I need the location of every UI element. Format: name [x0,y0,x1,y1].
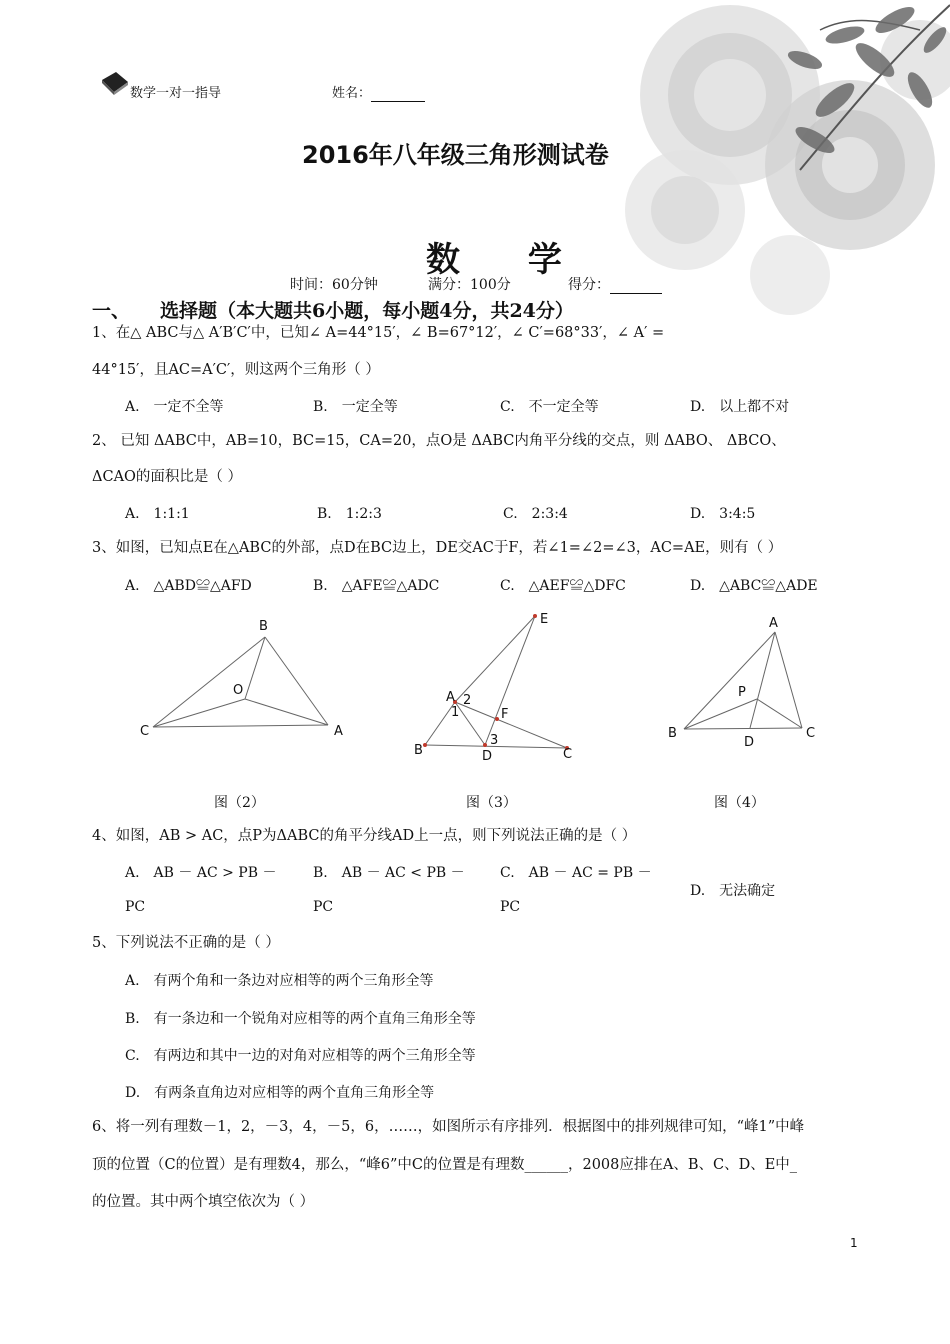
q3-option-d: D. △ABC≌△ADE [690,578,818,594]
q4-line1: 4、如图，AB > AC，点P为ΔABC的角平分线AD上一点，则下列说法正确的是（ ） [92,828,637,844]
fig3-label-c: C [563,747,573,762]
score-blank [610,277,662,294]
q1-option-c: C. 不一定全等 [500,399,599,415]
q3-option-b: B. △AFE≌△ADC [313,578,440,594]
name-field [332,82,425,102]
book-icon [100,70,130,96]
score-field [568,274,662,294]
q4-option-d: D. 无法确定 [690,883,776,899]
fig3-label-d: D [482,749,493,764]
q2-line2: ΔCAO的面积比是（ ） [92,469,243,485]
name-blank [371,86,425,102]
q4-option-b-cont: PC [313,899,334,915]
q6-line2: 顶的位置（C的位置）是有理数4，那么，“峰6”中C的位置是有理数______，2008应排在A、B、C、D、E中_ [92,1157,798,1173]
q4-option-a: A. AB － AC > PB － [125,865,277,881]
fig2-label-b: B [259,619,268,634]
fig3-label-a: A [446,690,455,705]
q2-option-a: A. 1:1:1 [125,506,190,522]
q5-option-c: C. 有两边和其中一边的对角对应相等的两个三角形全等 [125,1048,476,1064]
page-title: 2016年八年级三角形测试卷 [302,141,609,169]
q3-option-a: A. △ABD≌△AFD [125,578,252,594]
figure-2-caption: 图（2） [214,795,265,811]
fig3-label-1: 1 [451,705,460,720]
fig3-label-f: F [501,707,509,722]
q1-line1: 1、在△ ABC与△ A′B′C′中，已知∠ A=44°15′，∠ B=67°12′，∠ C′=68°33′，∠ A′ = [92,325,665,341]
section-heading: 选择题（本大题共6小题，每小题4分，共24分） [160,300,574,322]
q5-option-d: D. 有两条直角边对应相等的两个直角三角形全等 [125,1085,435,1101]
q5-option-a: A. 有两个角和一条边对应相等的两个三角形全等 [125,973,434,989]
q4-option-c-cont: PC [500,899,521,915]
q4-option-a-cont: PC [125,899,146,915]
q2-option-b: B. 1:2:3 [317,506,382,522]
q4-option-c: C. AB － AC = PB － [500,865,652,881]
figure-4-caption: 图（4） [714,795,765,811]
fig3-label-b: B [414,743,423,758]
q1-option-a: A. 一定不全等 [125,399,224,415]
figure-3-triangles [405,606,580,766]
figure-4-triangle-abc [660,610,830,750]
subject-title: 数 学 [426,240,590,280]
fig2-label-o: O [233,683,244,698]
fig4-label-p: P [738,685,746,700]
figure-2-triangle-abc [130,612,360,747]
section-number: 一、 [92,300,131,322]
name-label: 姓名： [332,86,372,101]
fig2-label-c: C [140,724,150,739]
q1-option-b: B. 一定全等 [313,399,398,415]
q4-option-b: B. AB － AC < PB － [313,865,465,881]
fig3-label-e: E [540,612,549,627]
figure-3-caption: 图（3） [466,795,517,811]
q2-option-d: D. 3:4:5 [690,506,756,522]
q3-line1: 3、如图，已知点E在△ABC的外部，点D在BC边上，DE交AC于F，若∠1=∠2=∠3，AC=AE，则有（ ） [92,540,783,556]
exam-time: 时间：60分钟 [290,277,378,293]
fig4-label-d: D [744,735,755,750]
q1-line2: 44°15′，且AC=A′C′，则这两个三角形（ ） [92,362,380,378]
q2-option-c: C. 2:3:4 [503,506,568,522]
score-label: 得分： [568,277,610,293]
q1-option-d: D. 以上都不对 [690,399,790,415]
q6-line3: 的位置。其中两个填空依次为（ ） [92,1194,315,1210]
fig4-label-a: A [769,616,778,631]
fig4-label-b: B [668,726,677,741]
q5-option-b: B. 有一条边和一个锐角对应相等的两个直角三角形全等 [125,1011,476,1027]
q5-line1: 5、下列说法不正确的是（ ） [92,935,280,951]
fig3-label-2: 2 [463,693,472,708]
q2-line1: 2、 已知 ΔABC中，AB=10，BC=15，CA=20，点O是 ΔABC内角平分线的交点，则 ΔABO、 ΔBCO、 [92,433,786,449]
page-number: 1 [850,1236,858,1250]
q3-option-c: C. △AEF≌△DFC [500,578,626,594]
fig3-label-3: 3 [490,733,499,748]
q6-line1: 6、将一列有理数－1，2，－3，4，－5，6，……，如图所示有序排列．根据图中的排列规律可知，“峰1”中峰 [92,1119,805,1135]
fig4-label-c: C [806,726,816,741]
brand-label: 数学一对一指导 [130,86,222,101]
fig2-label-a: A [334,724,343,739]
full-score: 满分：100分 [428,277,511,293]
